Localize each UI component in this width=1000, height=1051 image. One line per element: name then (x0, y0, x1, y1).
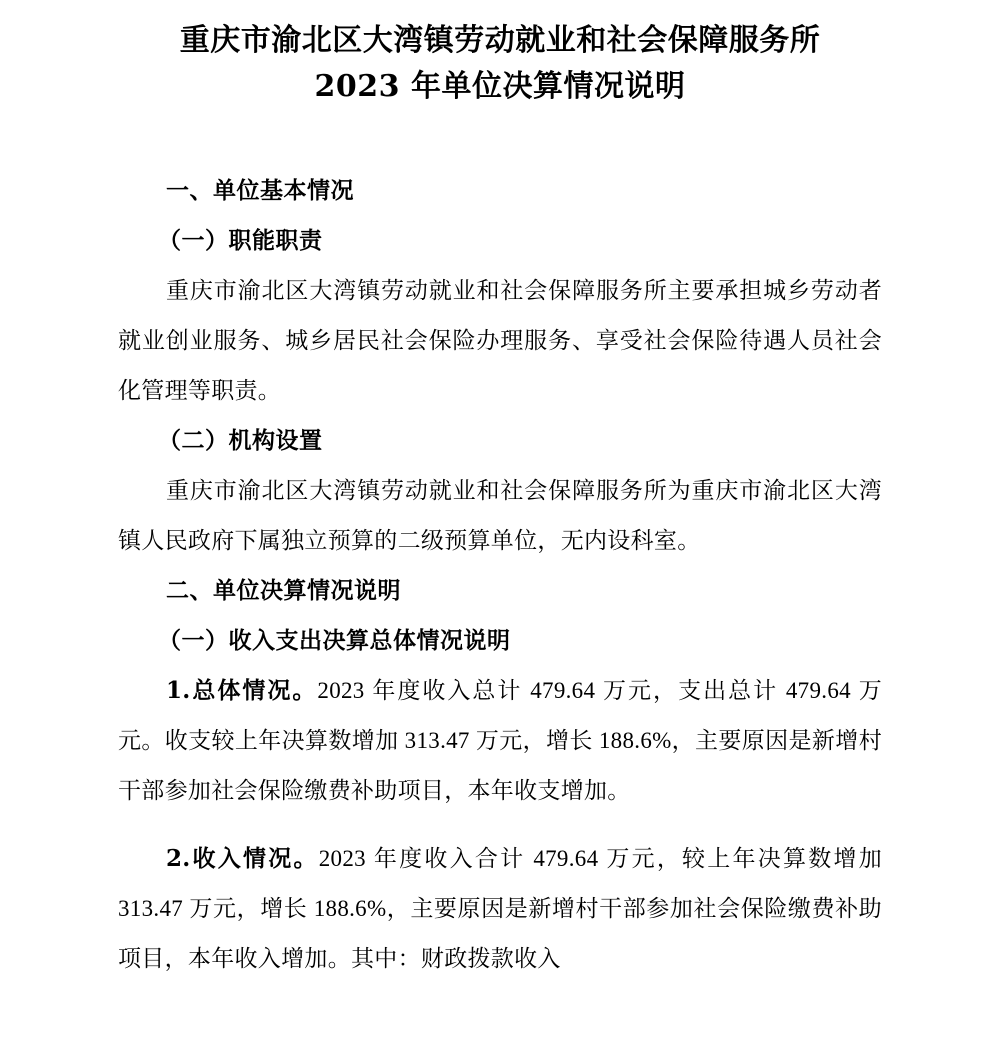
page-title (118, 18, 882, 110)
paragraph-2-1-1 (118, 666, 882, 816)
paragraph-2-1-2 (118, 834, 882, 984)
paragraph-spacer (118, 816, 882, 834)
subsection-heading-1-2: （二）机构设置 (158, 428, 323, 453)
page-title-line-1: 重庆市渝北区大湾镇劳动就业和社会保障服务所 (179, 23, 821, 58)
paragraph-1-2-1: 重庆市渝北区大湾镇劳动就业和社会保障服务所为重庆市渝北区大湾镇人民政府下属独立预算的二级预算单位，无内设科室。 (118, 478, 882, 553)
paragraph-lead-income: 2.收入情况。 (166, 845, 319, 872)
page-title-line-2: 2023 年单位决算情况说明 (314, 69, 686, 104)
paragraph-1-1-1: 重庆市渝北区大湾镇劳动就业和社会保障服务所主要承担城乡劳动者就业创业服务、城乡居民社会保险办理服务、享受社会保险待遇人员社会化管理等职责。 (118, 278, 882, 403)
subsection-heading-2-1: （一）收入支出决算总体情况说明 (158, 628, 511, 653)
section-heading-1: 一、单位基本情况 (166, 177, 354, 204)
paragraph-body-income: 2023 年度收入合计 479.64 万元，较上年决算数增加 313.47 万元，增长 188.6%，主要原因是新增村干部参加社会保险缴费补助项目，本年收入增加。其中：财政拨款收入 (118, 846, 882, 971)
section-heading-2: 二、单位决算情况说明 (166, 577, 401, 604)
title-spacer (118, 110, 882, 166)
subsection-heading-1-1: （一）职能职责 (158, 228, 323, 253)
paragraph-body-total: 2023 年度收入总计 479.64 万元，支出总计 479.64 万元。收支较上年决算数增加 313.47 万元，增长 188.6%，主要原因是新增村干部参加社会保险缴费补助项目，本年收支增加。 (118, 678, 882, 803)
paragraph-lead-total: 1.总体情况。 (166, 677, 318, 704)
